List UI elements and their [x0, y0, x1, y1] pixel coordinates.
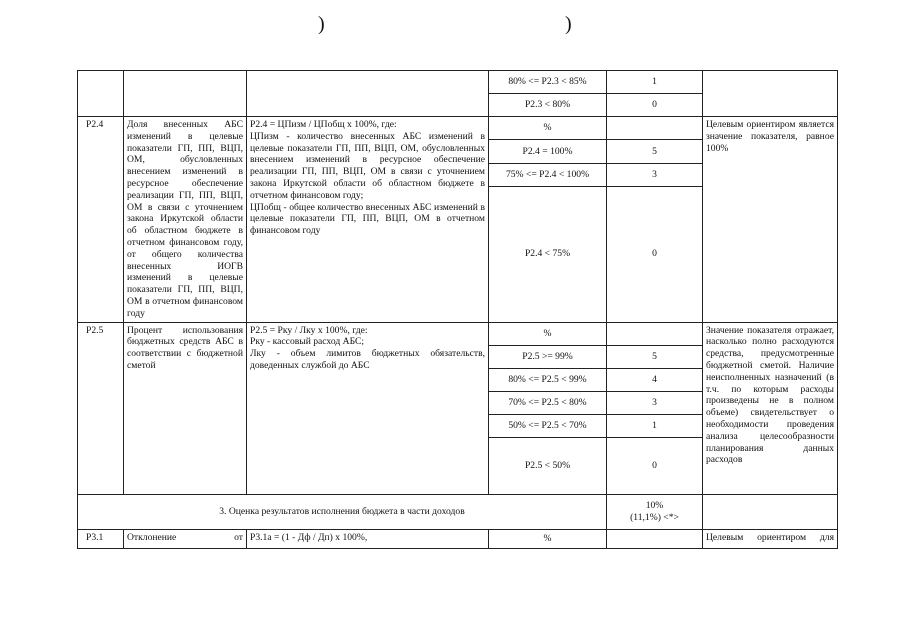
page-mark-right: ): [565, 13, 572, 35]
range-cell: 70% <= P2.5 < 80%: [489, 391, 607, 414]
score-cell: 4: [607, 368, 703, 391]
formula-text: P2.5 = Pку / Лку x 100%, где:: [250, 324, 368, 336]
formula-definition: Pку - кассовый расход АБС;: [250, 336, 365, 348]
range-cell: P2.5 >= 99%: [489, 345, 607, 368]
section-weight: [607, 494, 703, 529]
unit-cell: %: [489, 322, 607, 345]
score-cell: 5: [607, 345, 703, 368]
indicator-note: Целевым ориентиром для: [703, 529, 838, 548]
score-cell: 0: [607, 437, 703, 494]
range-cell: 50% <= P2.5 < 70%: [489, 414, 607, 437]
formula-definition: ЦПизм - количество внесенных АБС изменений в целевые показатели ГП, ПП, ВЦП, ОМ, обусловленных внесением изменений в ресурсное обеспечение реализации ГП, ПП, ВЦП, ОМ в связи с уточнением закона Иркутской области об областном бюджете в отчетном финансовом году;: [250, 130, 485, 201]
indicator-formula: [247, 117, 489, 323]
indicator-code: P2.4: [78, 117, 124, 323]
note-cell: [703, 71, 838, 117]
note-cell: [703, 494, 838, 529]
score-cell: 3: [607, 163, 703, 186]
section-weight-value: 10%: [645, 499, 664, 511]
formula-cell: [247, 71, 489, 117]
indicator-formula: P3.1a = (1 - Дф / Дп) x 100%,: [247, 529, 489, 548]
page-mark-left: ): [318, 13, 325, 35]
table-row: [78, 494, 838, 529]
indicator-name: Доля внесенных АБС изменений в целевые показатели ГП, ПП, ВЦП, ОМ, обусловленных внесением изменений в ресурсное обеспечение реализации ГП, ПП, ВЦП, ОМ в связи с уточнением закона Иркутской области об областном бюджете в отчетном финансовом году, от общего количества внесенных ИОГВ изменений в целевые показатели ГП, ПП, ВЦП, ОМ в отчетном финансовом году: [124, 117, 247, 323]
range-cell: 80% <= P2.5 < 99%: [489, 368, 607, 391]
score-cell: 5: [607, 140, 703, 163]
range-cell: 80% <= P2.3 < 85%: [489, 71, 607, 94]
unit-cell: %: [489, 117, 607, 140]
name-cell: [124, 71, 247, 117]
score-cell: [607, 117, 703, 140]
indicator-code: P3.1: [78, 529, 124, 548]
section-title: 3. Оценка результатов исполнения бюджета в части доходов: [78, 494, 607, 529]
score-cell: [607, 529, 703, 548]
indicator-formula: [247, 322, 489, 494]
indicator-note: Значение показателя отражает, насколько полно расходуются средства, предусмотренные бюджетной сметой. Наличие неисполненных назначений (в т.ч. по которым расходы произведены не в полном объеме) свидетельствует о необходимости проведения анализа целесообразности планирования данных расходов: [703, 322, 838, 494]
formula-definition: ЦПобщ - общее количество внесенных АБС изменений в целевые показатели ГП, ПП, ВЦП, ОМ в отчетном финансовом году: [250, 201, 485, 237]
score-cell: 1: [607, 414, 703, 437]
score-cell: [607, 322, 703, 345]
score-cell: 0: [607, 187, 703, 322]
code-cell: [78, 71, 124, 117]
formula-text: P2.4 = ЦПизм / ЦПобщ x 100%, где:: [250, 119, 397, 130]
indicator-code: P2.5: [78, 322, 124, 494]
table-row: [78, 71, 838, 94]
table-row: [78, 117, 838, 140]
formula-definition: Лку - объем лимитов бюджетных обязательств, доведенных службой до АБС: [250, 348, 485, 371]
section-weight-alt: (11,1%) <*>: [630, 511, 679, 523]
score-cell: 0: [607, 94, 703, 117]
score-cell: 1: [607, 71, 703, 94]
criteria-table: [77, 70, 838, 549]
range-cell: 75% <= P2.4 < 100%: [489, 163, 607, 186]
indicator-note: Целевым ориентиром является значение показателя, равное 100%: [703, 117, 838, 323]
score-cell: 3: [607, 391, 703, 414]
range-cell: P2.4 < 75%: [489, 187, 607, 322]
range-cell: P2.5 < 50%: [489, 437, 607, 494]
indicator-name: Отклонение от: [124, 529, 247, 548]
range-cell: P2.3 < 80%: [489, 94, 607, 117]
indicator-name: Процент использования бюджетных средств АБС в соответствии с бюджетной сметой: [124, 322, 247, 494]
table-row: [78, 322, 838, 345]
unit-cell: %: [489, 529, 607, 548]
range-cell: P2.4 = 100%: [489, 140, 607, 163]
table-row: [78, 529, 838, 548]
